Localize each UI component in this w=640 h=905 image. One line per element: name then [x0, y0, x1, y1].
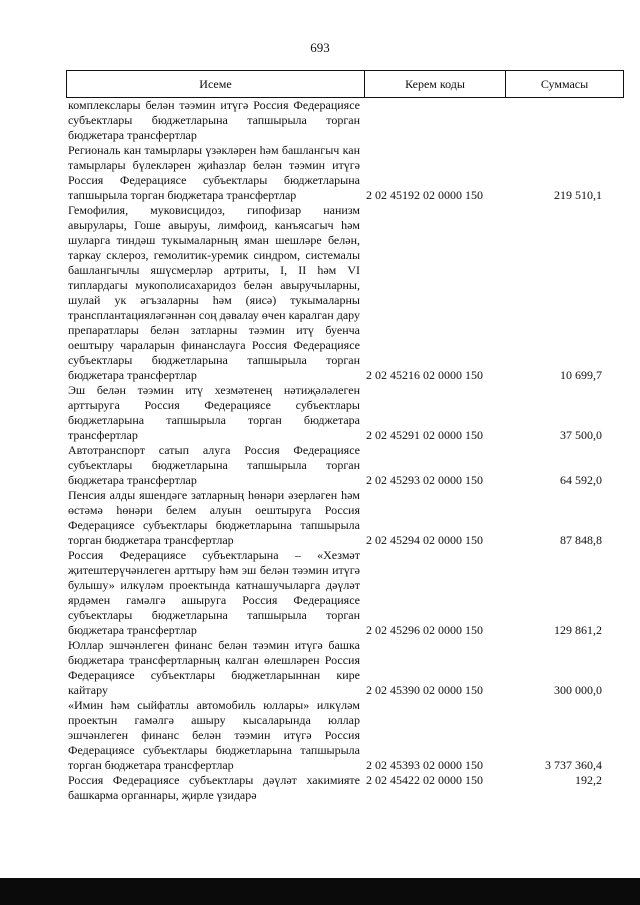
table-row: [68, 638, 624, 698]
table-row: [68, 203, 624, 383]
row-sum: 300 000,0: [554, 683, 602, 697]
table-row: [68, 383, 624, 443]
scan-bottom-edge: [0, 878, 640, 905]
row-name: Гемофилия, муковисцидоз, гипофизар нанизм авырулары, Гоше авыруы, лимфоид, канъясагыч һәм шуларга тиндәш тукымаларның яман шешләре белән, таркау склероз, гемолитик-уремик синдром, системалы башлангычлы яшүсмерләр артриты, I, II һәм VI типлардагы мукополисахаридоз белән авыручыларны, шулай ук әгъзаларны һәм (яисә) тукымаларны трансплантацияләгәннән соң дәвалау өчен каралган дару препаратлары белән затларны тәэмин итү буенча оештыру чараларын финанслауга Россия Федерациясе субъектлары бюджетларына тапшырыла торган бюджетара трансфертлар: [68, 203, 360, 382]
table-row: [68, 98, 624, 143]
row-name: Региональ кан тамырлары үзәкләрен һәм башлангыч кан тамырлары бүлекләрен җиһазлар белән тәэмин итүгә Россия Федерациясе субъектлары бюджетларына тапшырыла торган бюджетара трансфертлар: [68, 143, 360, 202]
row-sum: 192,2: [575, 773, 602, 787]
row-code: 2 02 45422 02 0000 150: [366, 773, 483, 787]
row-code: 2 02 45216 02 0000 150: [366, 368, 483, 382]
row-code: 2 02 45293 02 0000 150: [366, 473, 483, 487]
row-code: 2 02 45291 02 0000 150: [366, 428, 483, 442]
table-row: [68, 773, 624, 803]
row-name: Юллар эшчәнлеген финанс белән тәэмин итүгә башка бюджетара трансфертларның калган өлешләрен Россия Федерациясе субъектлары бюджетларыннан кире кайтару: [68, 638, 360, 697]
page-number: 693: [310, 40, 330, 55]
row-name: «Имин һәм сыйфатлы автомобиль юллары» илкүләм проектын гамәлгә ашыру кысаларында юллар эшчәнлеген финанс белән тәэмин итүгә Россия Федерациясе субъектлары бюджетларына тапшырыла торган бюджетара трансфертлар: [68, 698, 360, 772]
row-sum: 129 861,2: [554, 623, 602, 637]
row-sum: 87 848,8: [560, 533, 602, 547]
table-row: [68, 548, 624, 638]
row-name: Россия Федерациясе субъектларына – «Хезмәт җитештерүчәнлеген арттыру һәм эш белән тәэмин итүгә булышу» илкүләм проектында катнашучыларга дәүләт ярдәмен гамәлгә ашыруга Россия Федерациясе субъектлары бюджетларына тапшырыла торган бюджетара трансфертлар: [68, 548, 360, 637]
column-header-sum: Суммасы: [505, 71, 623, 97]
row-code: 2 02 45393 02 0000 150: [366, 758, 483, 772]
row-name: комплекслары белән тәэмин итүгә Россия Федерациясе субъектлары бюджетларына тапшырыла торган бюджетара трансфертлар: [68, 98, 360, 142]
row-sum: 3 737 360,4: [545, 758, 602, 772]
row-code: 2 02 45294 02 0000 150: [366, 533, 483, 547]
table-row: [68, 143, 624, 203]
table-row: [68, 488, 624, 548]
table-row: [68, 698, 624, 773]
row-code: 2 02 45296 02 0000 150: [366, 623, 483, 637]
table-body: [68, 98, 624, 803]
table-row: [68, 443, 624, 488]
row-name: Пенсия алды яшендәге затларның һөнәри әзерләген һәм өстәмә һөнәри белем алуын оештыруга Россия Федерациясе субъектлары бюджетларына тапшырыла торган бюджетара трансфертлар: [68, 488, 360, 547]
row-sum: 219 510,1: [554, 188, 602, 202]
row-code: 2 02 45390 02 0000 150: [366, 683, 483, 697]
table-header: [66, 70, 624, 98]
row-name: Россия Федерациясе субъектлары дәүләт хакимияте башкарма органнары, җирле үзидарә: [68, 773, 360, 802]
column-header-name: Исеме: [199, 76, 232, 91]
row-sum: 10 699,7: [560, 368, 602, 382]
row-name: Эш белән тәэмин итү хезмәтенең нәтиҗәләлеген арттыруга Россия Федерациясе субъектлары бюджетларына тапшырыла торган бюджетара трансфертлар: [68, 383, 360, 442]
row-name: Автотранспорт сатып алуга Россия Федерациясе субъектлары бюджетларына тапшырыла торган бюджетара трансфертлар: [68, 443, 360, 487]
row-sum: 37 500,0: [560, 428, 602, 442]
row-code: 2 02 45192 02 0000 150: [366, 188, 483, 202]
column-header-code: Керем коды: [364, 71, 505, 97]
row-sum: 64 592,0: [560, 473, 602, 487]
